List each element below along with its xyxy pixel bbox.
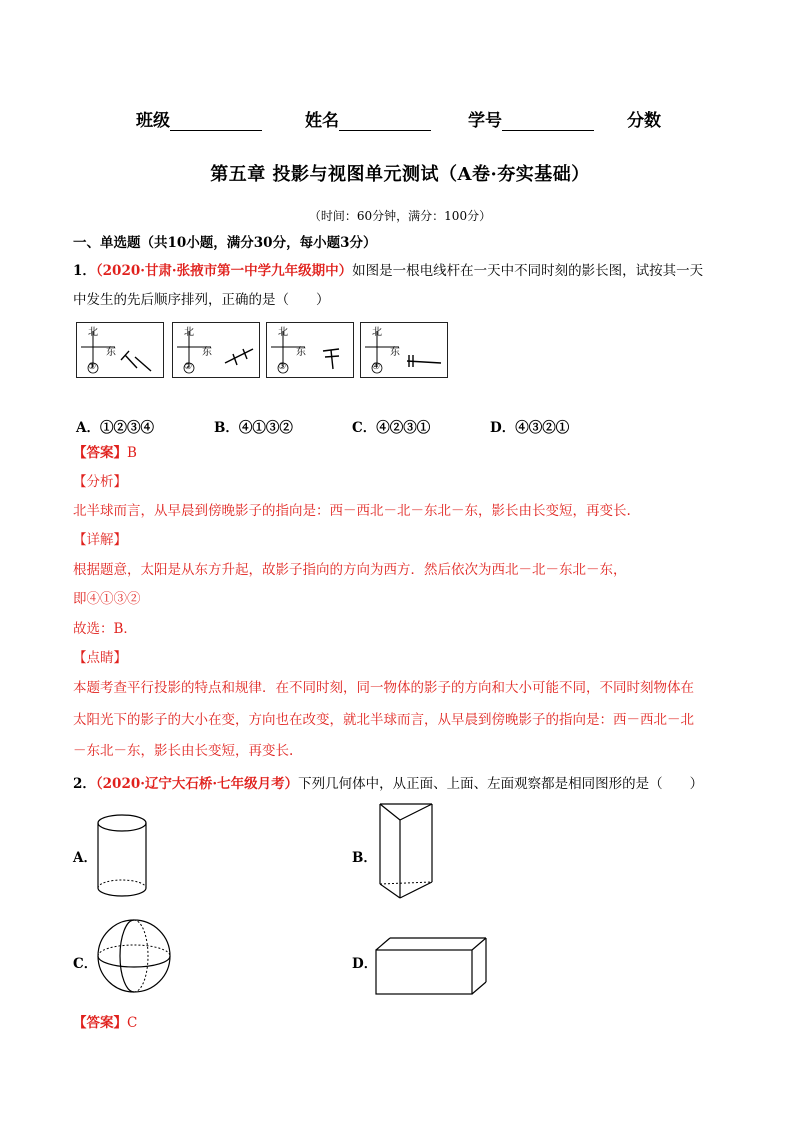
option-letter: D． [490, 420, 516, 436]
option-text: ④①③② [238, 420, 293, 436]
q1-stem-line1 [73, 262, 703, 280]
sphere-icon[interactable] [96, 918, 176, 998]
id-blank[interactable] [502, 112, 594, 131]
q2-option-c-letter[interactable]: C． [73, 956, 98, 972]
option-letter: C． [352, 420, 377, 436]
answer-value: C [127, 1015, 138, 1031]
answer-value: B [127, 445, 137, 461]
q1-figure-2 [172, 322, 260, 378]
name-field[interactable] [305, 106, 431, 131]
q1-comment-line1: 本题考查平行投影的特点和规律．在不同时刻，同一物体的影子的方向和大小可能不同，不同时刻物体在 [73, 680, 694, 696]
q2-stem-text: 下列几何体中，从正面、上面、左面观察都是相同图形的是（ ） [298, 776, 704, 792]
north-label: 北 [184, 327, 194, 338]
q1-analysis-text: 北半球而言，从早晨到傍晚影子的指向是：西－西北－北－东北－东，影长由长变短，再变长. [73, 503, 631, 519]
q1-answer [73, 444, 137, 462]
figure-index: ④ [372, 362, 381, 372]
q1-option-c[interactable] [352, 416, 430, 436]
q1-detail-line3: 故选：B． [73, 621, 137, 637]
id-label: 学号 [468, 111, 502, 131]
score-label: 分数 [627, 111, 661, 131]
name-blank[interactable] [339, 112, 431, 131]
name-label: 姓名 [305, 111, 339, 131]
north-label: 北 [88, 327, 98, 338]
id-field[interactable] [468, 106, 594, 131]
q2-number: 2． [73, 776, 96, 792]
option-letter: A． [76, 420, 100, 436]
q1-detail-line2: 即④①③② [73, 591, 141, 607]
q1-option-d[interactable] [490, 416, 569, 436]
q1-figure-3 [266, 322, 354, 378]
figure-index: ② [184, 362, 193, 372]
q1-detail-label: 【详解】 [73, 532, 127, 548]
time-info: （时间：60分钟，满分：100分） [308, 209, 492, 223]
option-text: ④②③① [376, 420, 431, 436]
q1-option-a[interactable] [76, 416, 154, 436]
cylinder-icon[interactable] [92, 812, 154, 902]
answer-label: 【答案】 [73, 1015, 127, 1031]
option-text: ①②③④ [99, 420, 154, 436]
east-label: 东 [390, 347, 400, 358]
q2-answer [73, 1014, 137, 1032]
q1-stem-line2: 中发生的先后顺序排列，正确的是（ ） [73, 292, 330, 308]
east-label: 东 [296, 347, 306, 358]
rectangular-prism-icon[interactable] [372, 934, 496, 998]
north-label: 北 [372, 327, 382, 338]
page-title: 第五章 投影与视图单元测试（A卷·夯实基础） [210, 164, 590, 185]
east-label: 东 [202, 347, 212, 358]
north-label: 北 [278, 327, 288, 338]
q2-option-d-letter[interactable]: D． [352, 956, 378, 972]
east-label: 东 [106, 347, 116, 358]
q1-comment-line2: 太阳光下的影子的大小在变，方向也在改变，就北半球而言，从早晨到傍晚影子的指向是：西－西北－北 [73, 712, 694, 728]
figure-index: ① [88, 362, 97, 372]
answer-label: 【答案】 [73, 445, 127, 461]
q2-source: （2020·辽宁大石桥·七年级月考） [95, 776, 299, 792]
option-text: ④③②① [515, 420, 570, 436]
q2-stem [73, 775, 703, 793]
class-label: 班级 [136, 111, 170, 131]
q1-figure-4 [360, 322, 448, 378]
q2-option-b-letter[interactable]: B． [352, 850, 377, 866]
option-letter: B． [214, 420, 239, 436]
section-heading: 一、单选题（共10小题，满分30分，每小题3分） [73, 235, 377, 251]
triangular-prism-icon[interactable] [372, 800, 444, 902]
q1-comment-line3: －东北－东，影长由长变短，再变长. [73, 743, 294, 759]
q1-comment-label: 【点睛】 [73, 650, 127, 666]
q1-option-b[interactable] [214, 416, 293, 436]
figure-index: ③ [278, 362, 287, 372]
q1-source: （2020·甘肃·张掖市第一中学九年级期中） [95, 263, 353, 279]
class-blank[interactable] [170, 112, 262, 131]
q2-option-a-letter[interactable]: A． [73, 850, 97, 866]
q1-stem-text1: 如图是一根电线杆在一天中不同时刻的影长图，试按其一天 [352, 263, 704, 279]
q1-number: 1． [73, 263, 96, 279]
class-field[interactable] [136, 106, 262, 131]
q1-detail-line1: 根据题意，太阳是从东方升起，故影子指向的方向为西方．然后依次为西北－北－东北－东， [73, 562, 627, 578]
q1-analysis-label: 【分析】 [73, 474, 127, 490]
q1-figure-1 [76, 322, 164, 378]
